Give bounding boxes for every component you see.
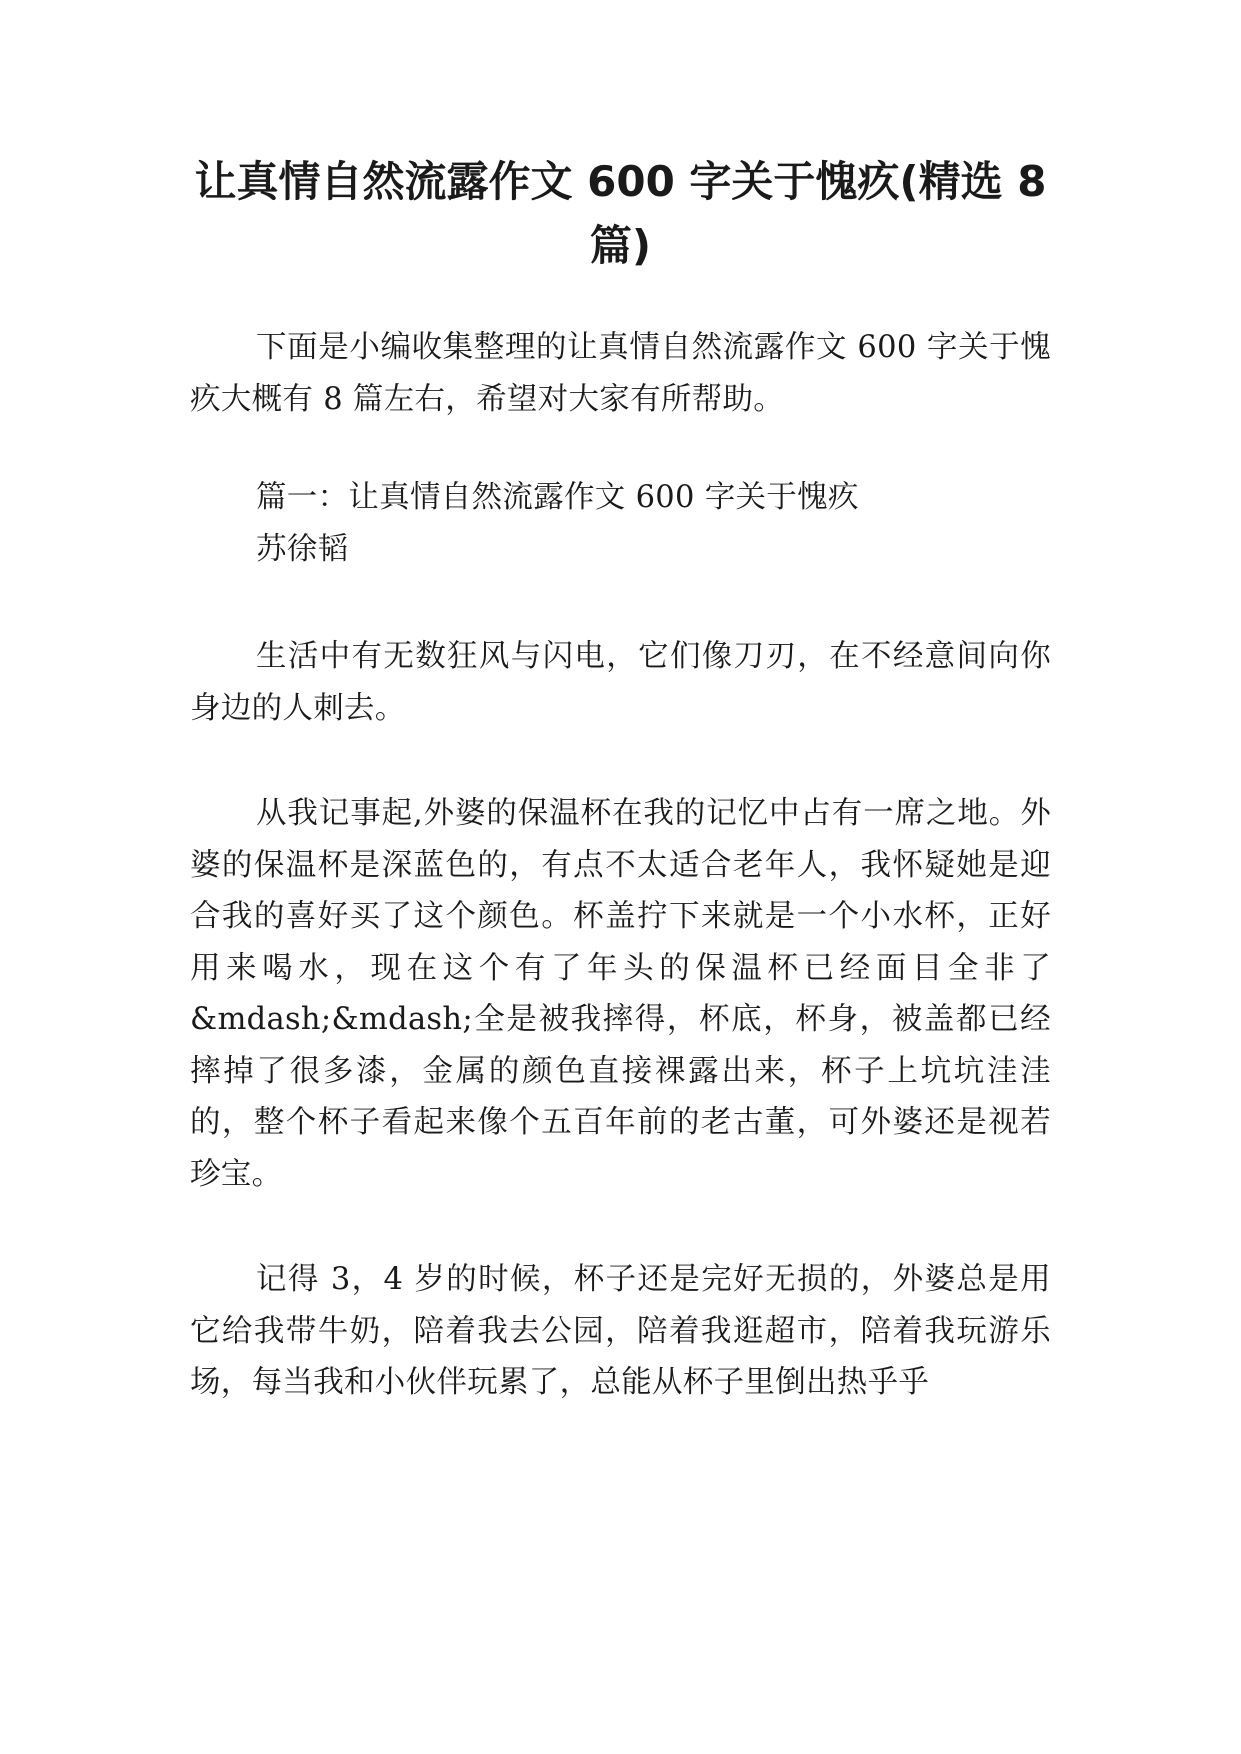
intro-paragraph: 下面是小编收集整理的让真情自然流露作文 600 字关于愧疚大概有 8 篇左右，希望对大家有所帮助。	[190, 330, 1051, 417]
body-paragraph-3: 记得 3，4 岁的时候，杯子还是完好无损的，外婆总是用它给我带牛奶，陪着我去公园，陪着我逛超市，陪着我玩游乐场，每当我和小伙伴玩累了，总能从杯子里倒出热乎乎	[190, 1262, 1051, 1400]
body-paragraph-2: 从我记事起,外婆的保温杯在我的记忆中占有一席之地。外婆的保温杯是深蓝色的，有点不太适合老年人，我怀疑她是迎合我的喜好买了这个颜色。杯盖拧下来就是一个小水杯，正好用来喝水，现在这个有了年头的保温杯已经面目全非了&mdash;&mdash;全是被我摔得，杯底，杯身，被盖都已经摔掉了很多漆，金属的颜色直接裸露出来，杯子上坑坑洼洼的，整个杯子看起来像个五百年前的老古董，可外婆还是视若珍宝。	[190, 796, 1051, 1192]
document-title: 让真情自然流露作文 600 字关于愧疚(精选 8 篇)	[194, 157, 1047, 270]
body-paragraph-1: 生活中有无数狂风与闪电，它们像刀刃，在不经意间向你身边的人刺去。	[190, 639, 1051, 726]
section-heading: 篇一：让真情自然流露作文 600 字关于愧疚	[256, 480, 859, 515]
author-name: 苏徐韬	[256, 532, 349, 567]
